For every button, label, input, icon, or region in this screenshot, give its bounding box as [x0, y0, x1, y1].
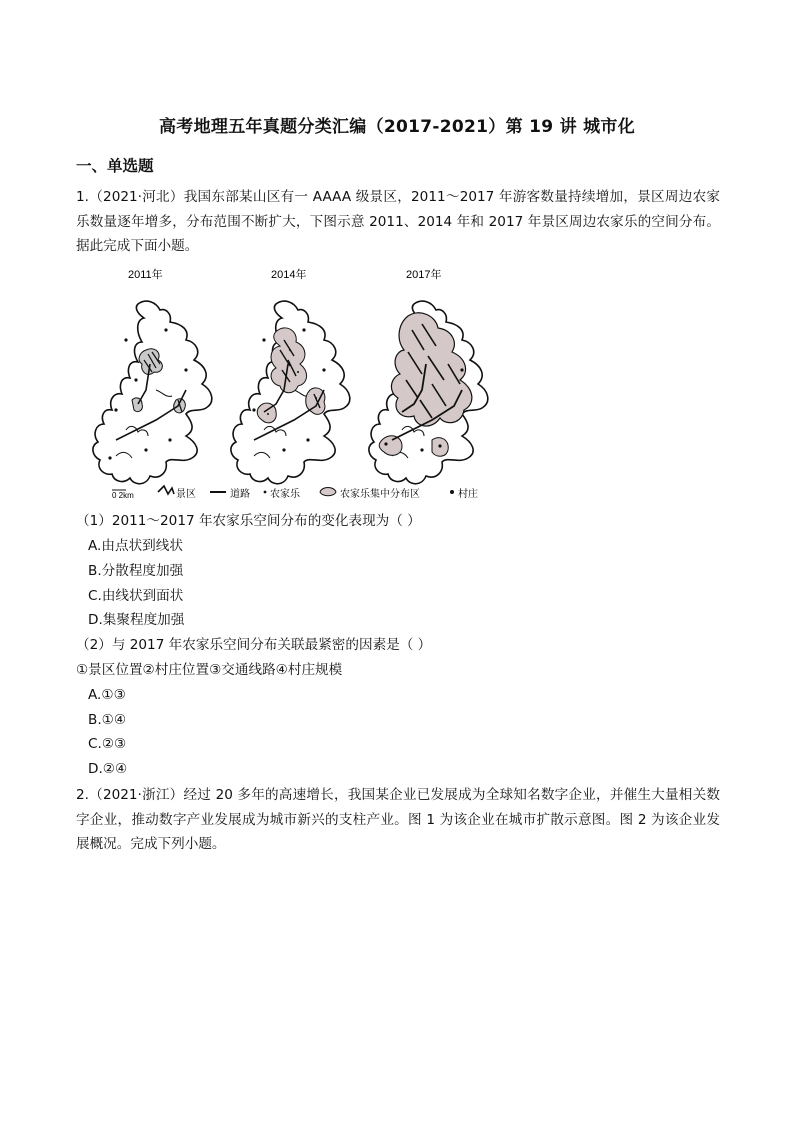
- legend-cluster-area: 农家乐集中分布区: [340, 489, 420, 500]
- sub-question-2-stem: （2）与 2017 年农家乐空间分布关联最紧密的因素是（ ）: [76, 637, 432, 653]
- legend-scenic-area: 景区: [176, 489, 196, 500]
- map-2011: [93, 301, 212, 484]
- legend-village: 村庄: [458, 489, 478, 500]
- option-2d: D.②④: [88, 761, 128, 777]
- legend-farmhouse: 农家乐: [270, 489, 300, 500]
- sub-question-1-stem: （1）2011～2017 年农家乐空间分布的变化表现为（ ）: [76, 513, 421, 529]
- question-2-stem: 2.（2021·浙江）经过 20 多年的高速增长，我国某企业已发展成为全球知名数字企业，并催生大量相关数字企业，推动数字产业发展成为城市新兴的支柱产业。图 1 为该企业在城市扩散示意图。图 2 为该企业发展概况。完成下列小题。: [76, 787, 720, 852]
- page-title: 高考地理五年真题分类汇编（2017-2021）第 19 讲 城市化: [159, 117, 635, 137]
- map-2017: [369, 301, 488, 484]
- legend-scale: 0 2km: [112, 491, 134, 500]
- option-2c: C.②③: [88, 736, 127, 752]
- map-legend: [112, 486, 478, 500]
- option-1d: D.集聚程度加强: [88, 612, 185, 628]
- map-2014: [231, 301, 350, 484]
- sub-question-2-factors: ①景区位置②村庄位置③交通线路④村庄规模: [76, 662, 343, 678]
- option-2a: A.①③: [88, 687, 126, 703]
- option-1a: A.由点状到线状: [88, 538, 183, 554]
- question-1-stem: 1.（2021·河北）我国东部某山区有一 AAAA 级景区，2011～2017 年游客数量持续增加，景区周边农家乐数量逐年增多，分布范围不断扩大，下图示意 2011、2014 年和 2017 年景区周边农家乐的空间分布。据此完成下面小题。: [76, 189, 720, 254]
- option-1b: B.分散程度加强: [88, 563, 184, 579]
- legend-road: 道路: [230, 489, 250, 500]
- option-1c: C.由线状到面状: [88, 588, 184, 604]
- map-year-2014: 2014年: [271, 269, 307, 281]
- map-year-2011: 2011年: [128, 269, 163, 281]
- map-year-2017: 2017年: [406, 269, 442, 281]
- map-figure: [76, 262, 506, 512]
- section-heading: 一、单选题: [76, 157, 154, 175]
- option-2b: B.①④: [88, 712, 127, 728]
